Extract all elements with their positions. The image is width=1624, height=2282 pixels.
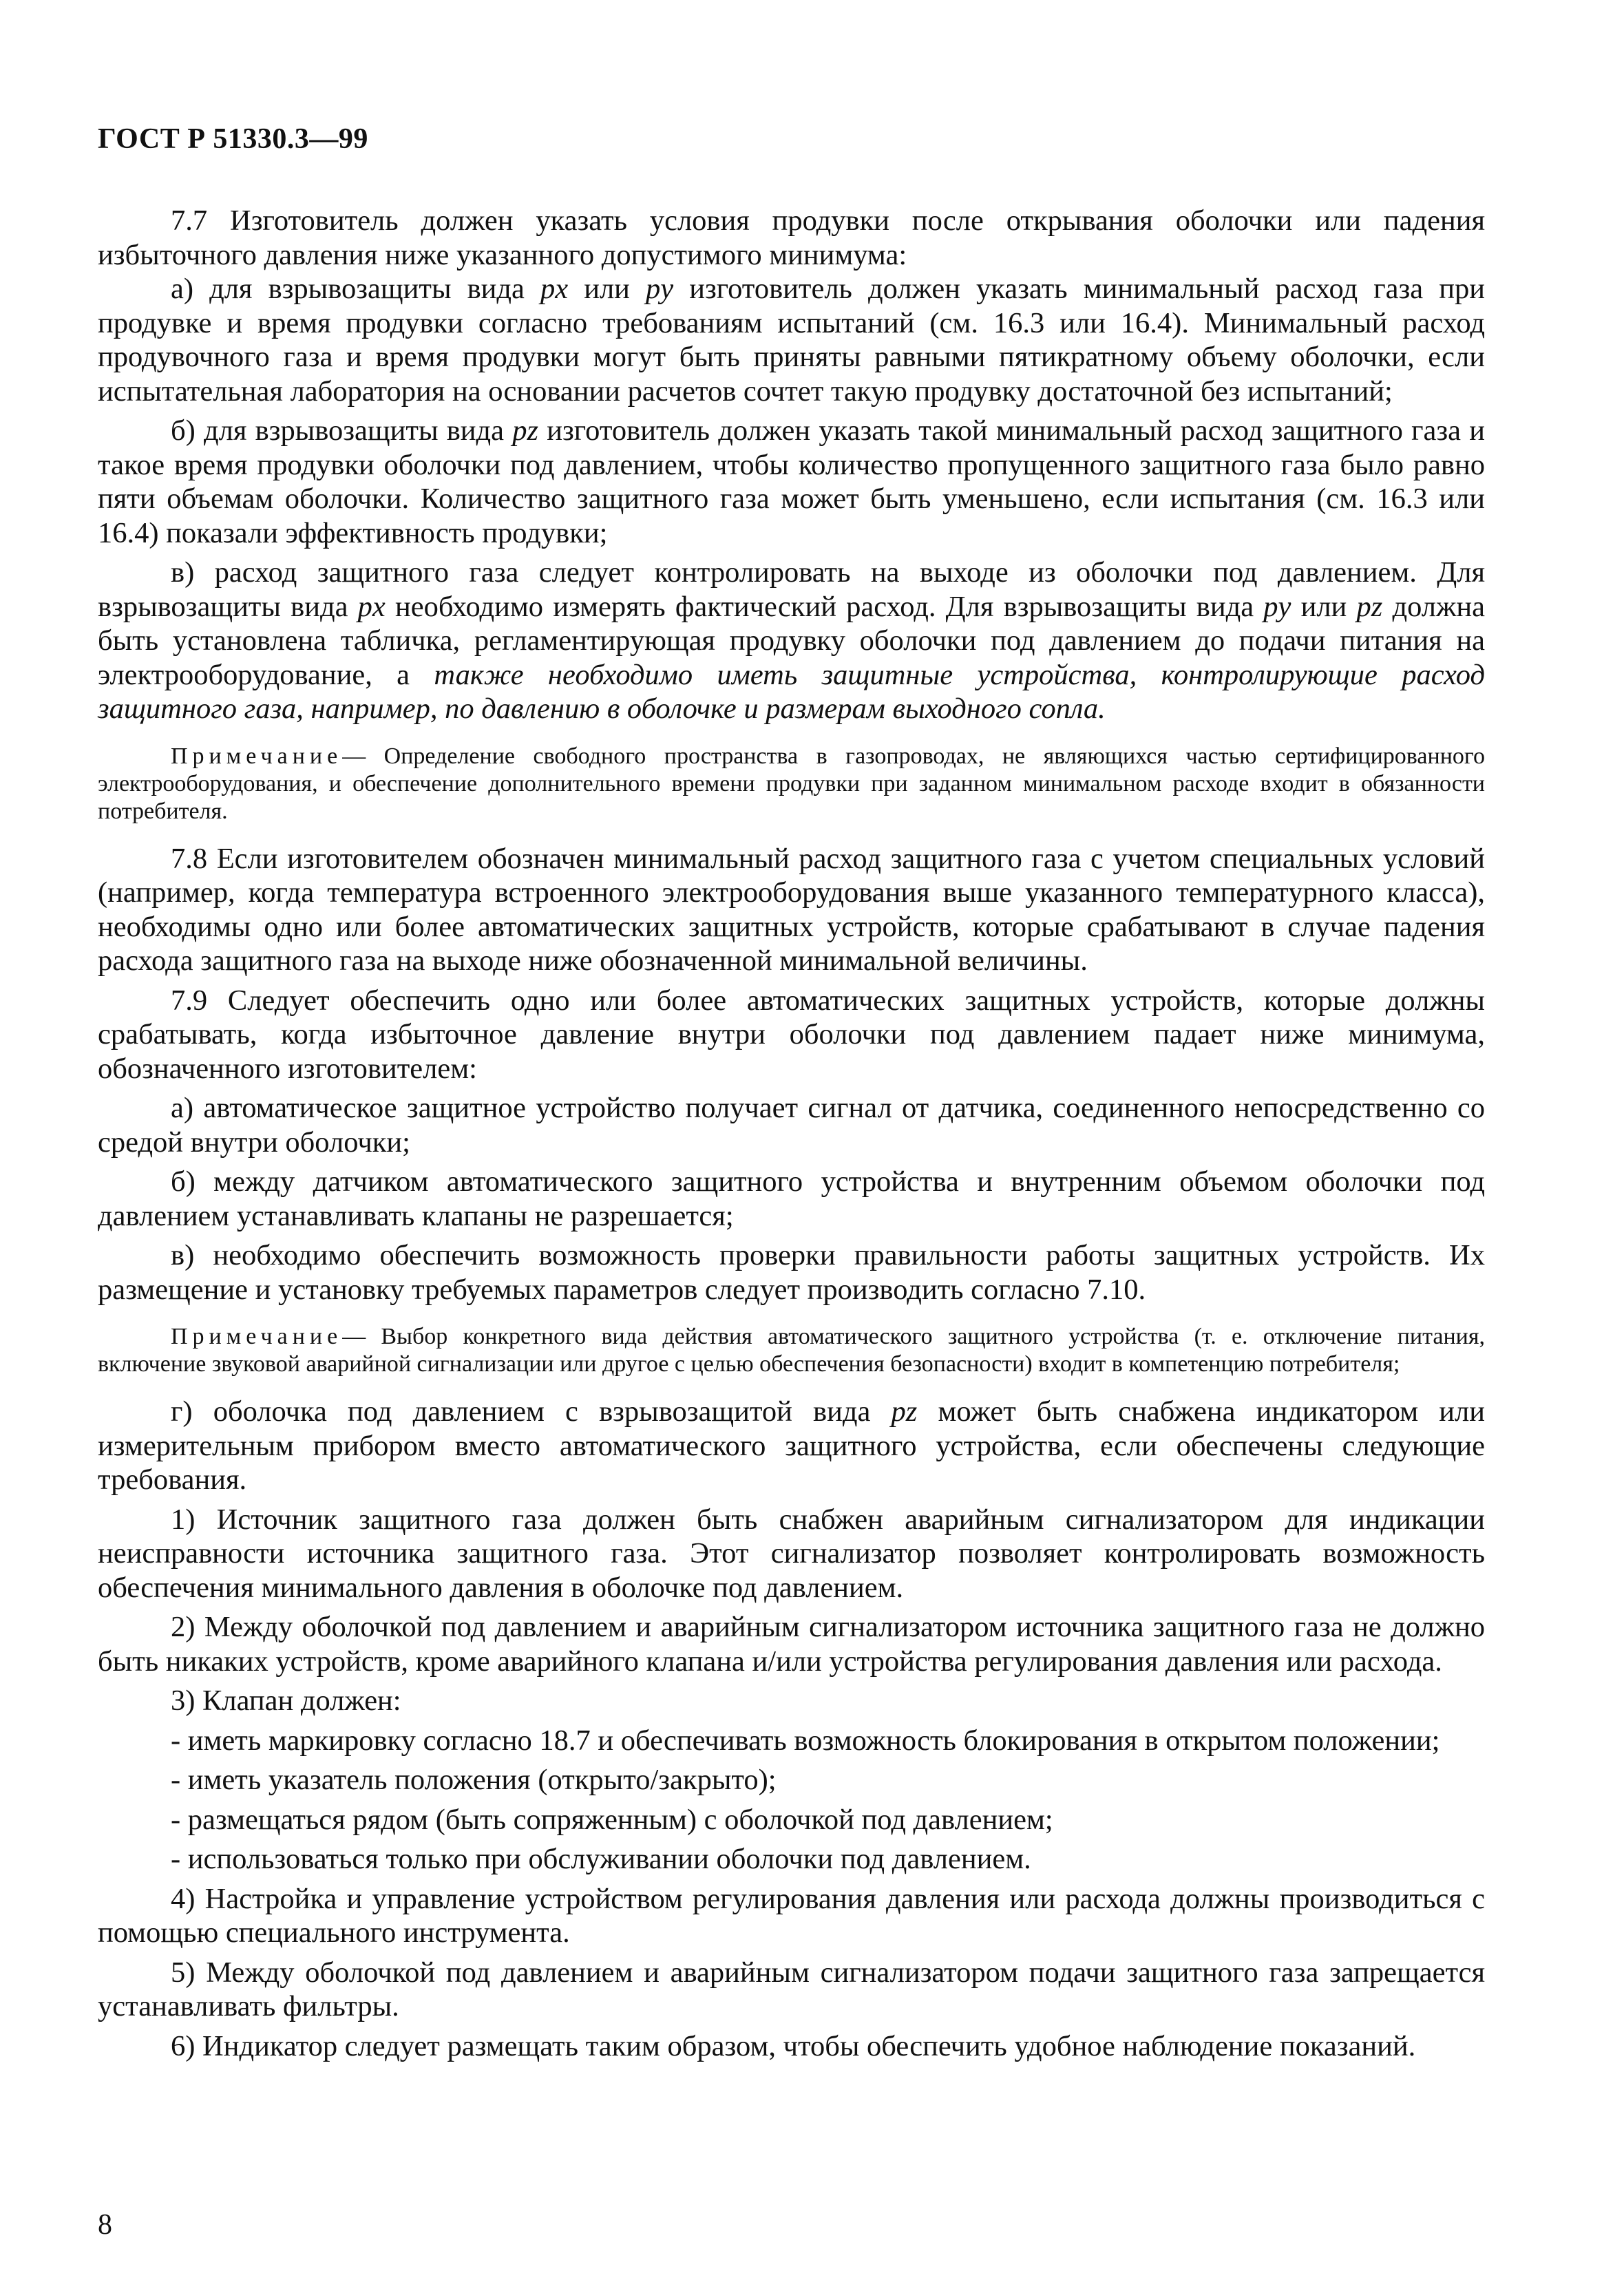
requirement-3-item: - иметь маркировку согласно 18.7 и обеспечивать возможность блокирования в открытом положении; [171,1724,1440,1757]
requirement-4: 4) Настройка и управление устройством регулирования давления или расхода должны производиться с помощью специального инструмента. [98,1882,1485,1949]
requirement-2: 2) Между оболочкой под давлением и аварийным сигнализатором источника защитного газа не должно быть никаких устройств, кроме аварийного клапана и/или устройства регулирования давления или расхода. [98,1611,1485,1678]
requirement-3-item: - размещаться рядом (быть сопряженным) с оболочкой под давлением; [171,1803,1053,1836]
note-2: Примечание— Выбор конкретного вида действия автоматического защитного устройства (т. е. отключение питания, включение звуковой аварийной сигнализации или другое с целью обеспечения безопасности) входит в компетенцию потребителя; [98,1324,1485,1377]
page-number: 8 [98,2209,112,2241]
requirement-3-item: - использоваться только при обслуживании оболочки под давлением. [171,1843,1031,1875]
note-1: Примечание— Определение свободного пространства в газопроводах, не являющихся частью сертифицированного электрооборудования, и обеспечение дополнительного времени продувки при заданном минимальном расходе входит в обязанности потребителя. [98,743,1485,824]
requirement-3: 3) Клапан должен: [171,1684,401,1717]
requirement-3-item: - иметь указатель положения (открыто/закрыто); [171,1764,777,1796]
clause-7-9: 7.9 Следует обеспечить одно или более автоматических защитных устройств, которые должны срабатывать, когда избыточное давление внутри оболочки под давлением падает ниже минимума, обозначенного изготовителем: [98,984,1485,1085]
clause-7-9-a: а) автоматическое защитное устройство получает сигнал от датчика, соединенного непосредственно со средой внутри оболочки; [98,1092,1485,1159]
note-label: Примечание [171,1324,343,1349]
clause-7-9-c: в) необходимо обеспечить возможность проверки правильности работы защитных устройств. Их размещение и установку требуемых параметров следует производить согласно 7.10. [98,1239,1485,1306]
clause-7-8: 7.8 Если изготовителем обозначен минимальный расход защитного газа с учетом специальных условий (например, когда температура встроенного электрооборудования выше указанного температурного класса), необходимы одно или более автоматических защитных устройств, которые срабатывают в случае падения расхода защитного газа на выходе ниже обозначенной минимальной величины. [98,842,1485,977]
clause-7-7-b: б) для взрывозащиты вида pz изготовитель должен указать такой минимальный расход защитного газа и такое время продувки оболочки под давлением, чтобы количество пропущенного защитного газа было равно пяти объемам оболочки. Количество защитного газа может быть уменьшено, если испытания (см. 16.3 или 16.4) показали эффективность продувки; [98,414,1485,549]
clause-7-7-a: а) для взрывозащиты вида px или py изготовитель должен указать минимальный расход газа при продувке и время продувки согласно требованиям испытаний (см. 16.3 или 16.4). Минимальный расход продувочного газа и время продувки могут быть приняты равными пятикратному объему оболочки, если испытательная лаборатория на основании расчетов сочтет такую продувку достаточной без испытаний; [98,273,1485,408]
requirement-1: 1) Источник защитного газа должен быть снабжен аварийным сигнализатором для индикации неисправности источника защитного газа. Этот сигнализатор позволяет контролировать возможность обеспечения минимального давления в оболочке под давлением. [98,1503,1485,1604]
requirement-5: 5) Между оболочкой под давлением и аварийным сигнализатором подачи защитного газа запрещается устанавливать фильтры. [98,1956,1485,2022]
requirement-6: 6) Индикатор следует размещать таким образом, чтобы обеспечить удобное наблюдение показаний. [171,2029,1416,2062]
clause-7-9-b: б) между датчиком автоматического защитного устройства и внутренним объемом оболочки под давлением устанавливать клапаны не разрешается; [98,1165,1485,1232]
note-label: Примечание [171,743,343,769]
document-header: ГОСТ Р 51330.3—99 [98,123,368,155]
clause-7-7-c: в) расход защитного газа следует контролировать на выходе из оболочки под давлением. Для взрывозащиты вида px необходимо измерять фактический расход. Для взрывозащиты вида py или pz должна быть установлена табличка, регламентирующая продувку оболочки под давлением до подачи питания на электрооборудование, а также необходимо иметь защитные устройства, контролирующие расход защитного газа, например, по давлению в оболочке и размерам выходного сопла. [98,556,1485,725]
document-body [98,204,1485,2063]
clause-7-7: 7.7 Изготовитель должен указать условия продувки после открывания оболочки или падения избыточного давления ниже указанного допустимого минимума: [98,204,1485,271]
clause-7-9-g: г) оболочка под давлением с взрывозащитой вида pz может быть снабжена индикатором или измерительным прибором вместо автоматического защитного устройства, если обеспечены следующие требования. [98,1395,1485,1496]
